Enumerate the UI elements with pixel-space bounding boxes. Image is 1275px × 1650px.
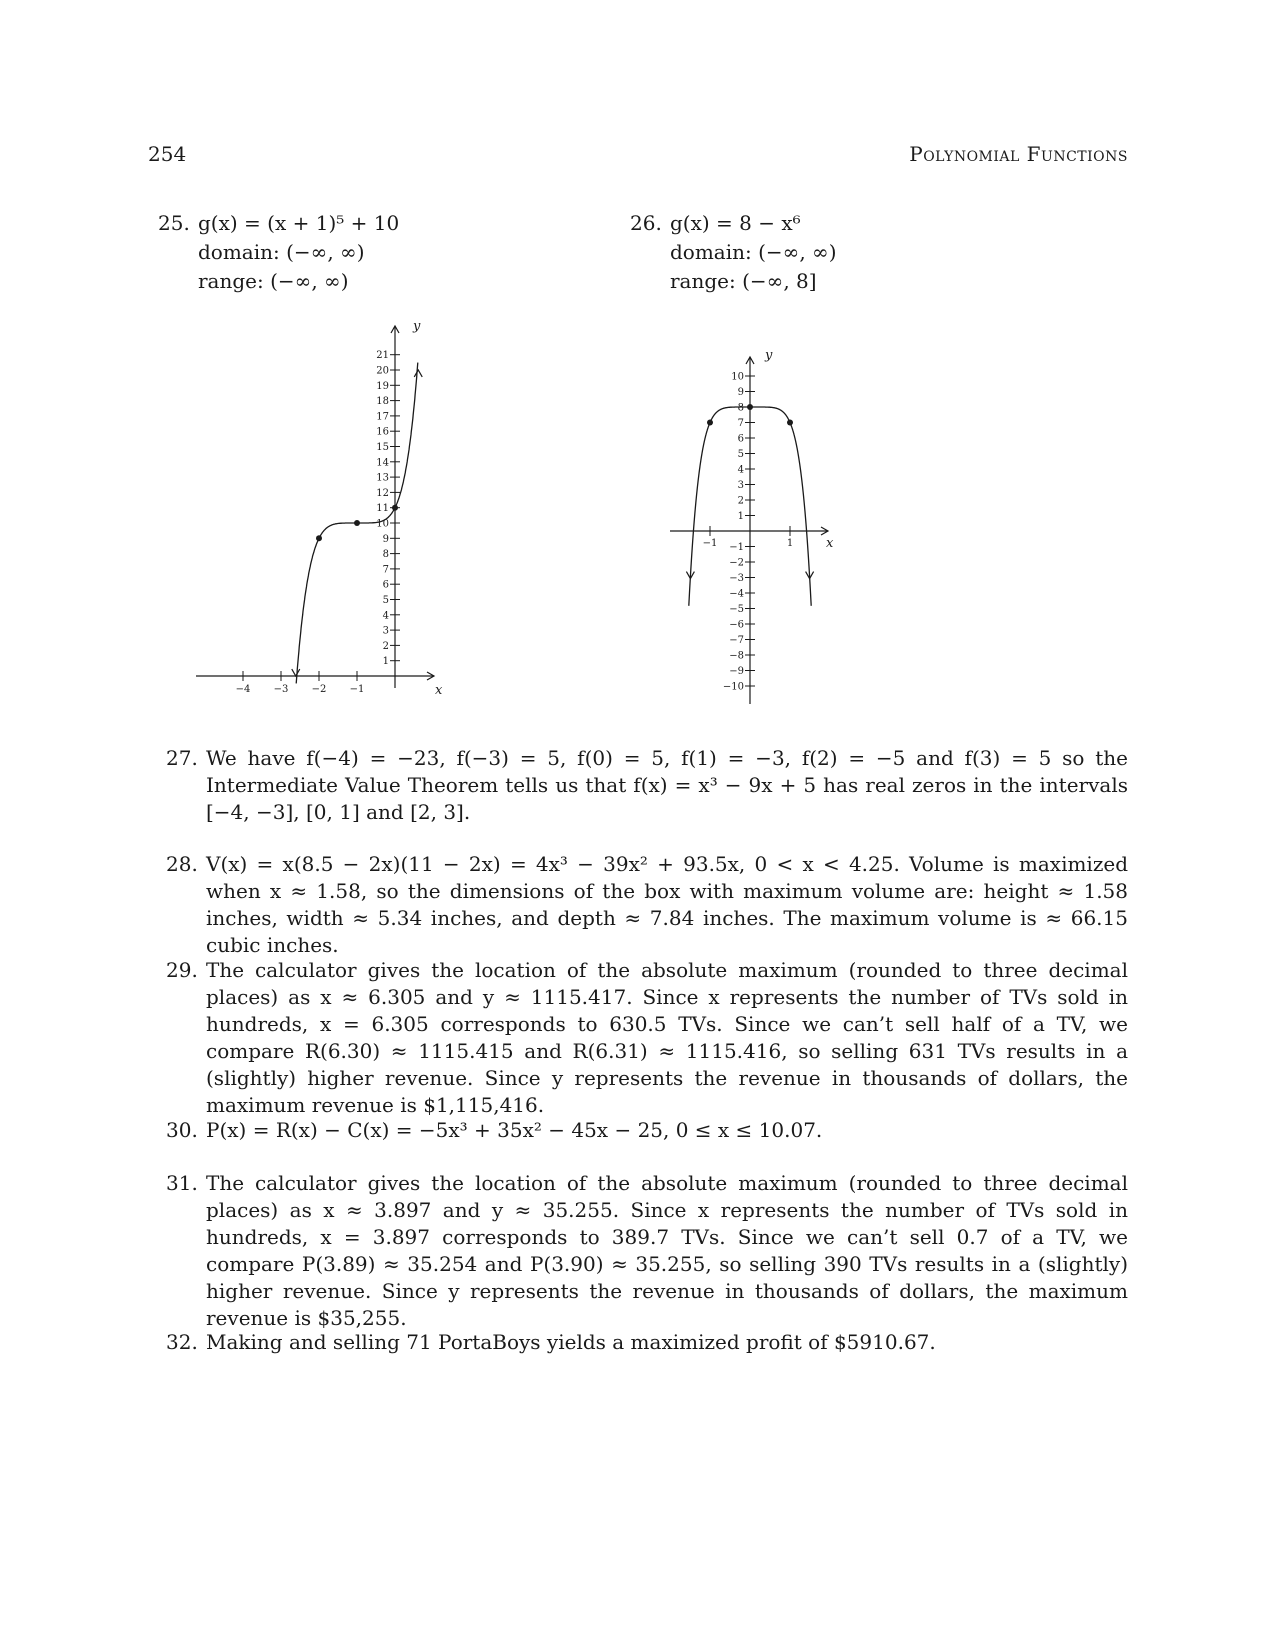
problem-30: [166, 1117, 1128, 1144]
y-tick-label: 13: [376, 472, 389, 484]
problem-text: Making and selling 71 PortaBoys yields a maximized profit of $5910.67.: [206, 1330, 936, 1354]
y-tick-label: 20: [376, 365, 389, 377]
x-tick-label: −1: [702, 538, 718, 549]
y-tick-label: 8: [737, 402, 744, 414]
y-tick-label: 15: [376, 442, 389, 453]
x-tick-label: −2: [311, 684, 327, 695]
data-point: [787, 420, 793, 426]
graph-25-svg: [190, 312, 460, 712]
y-tick-label: 11: [376, 503, 389, 515]
problem-number: 28.: [166, 852, 198, 876]
x-axis-label: x: [435, 683, 443, 698]
y-tick-label: 2: [737, 495, 744, 507]
x-axis-label: x: [826, 536, 834, 551]
problem-25: [158, 209, 578, 299]
data-point: [354, 520, 360, 526]
problem-number: 27.: [166, 746, 198, 770]
function-definition: g(x) = 8 − x⁶: [670, 211, 801, 235]
y-tick-label: 4: [737, 464, 744, 476]
page-header: [148, 142, 1128, 172]
y-tick-label: 3: [382, 625, 389, 637]
graph-26-svg: [660, 340, 850, 710]
data-point: [747, 404, 753, 410]
y-tick-label: 12: [376, 487, 389, 499]
problem-number: 32.: [166, 1330, 198, 1354]
y-tick-label: 21: [376, 350, 389, 362]
graph-26: [660, 340, 850, 710]
data-point: [707, 420, 713, 426]
y-tick-label: 10: [376, 518, 389, 530]
y-tick-label: 1: [382, 656, 389, 668]
y-tick-label: 16: [376, 426, 389, 438]
problem-text: The calculator gives the location of the absolute maximum (rounded to three decimal places) as x ≈ 6.305 and y ≈ 1115.417. Since x represents the number of TVs sold in hundreds, x = 6.305 corresponds to 630.5 TVs. Since we can’t sell half of a TV, we compare R(6.30) ≈ 1115.415 and R(6.31) ≈ 1115.416, so selling 631 TVs results in a (slightly) higher revenue. Since y represents the revenue in thousands of dollars, the maximum revenue is $1,115,416.: [206, 958, 1128, 1117]
y-tick-label: −9: [729, 666, 744, 677]
domain-text: domain: (−∞, ∞): [198, 240, 365, 264]
problem-number: 30.: [166, 1118, 198, 1142]
y-tick-label: −2: [729, 557, 744, 569]
problem-number: 29.: [166, 958, 198, 982]
y-tick-label: 6: [382, 579, 389, 591]
problem-27: [166, 745, 1128, 826]
y-tick-label: −10: [722, 681, 744, 693]
range-text: range: (−∞, 8]: [670, 269, 817, 293]
domain-text: domain: (−∞, ∞): [670, 240, 837, 264]
y-tick-label: 4: [382, 610, 389, 622]
problem-31: [166, 1170, 1128, 1332]
y-tick-label: 10: [731, 371, 744, 383]
problem-29: [166, 957, 1128, 1119]
graph-25: [190, 312, 460, 712]
x-tick-label: −4: [235, 684, 251, 695]
range-text: range: (−∞, ∞): [198, 269, 349, 293]
y-tick-label: −5: [729, 604, 744, 615]
curve-arrow-bottom: [292, 669, 300, 676]
curve-arrow-top: [414, 370, 422, 377]
problem-number: 25.: [158, 211, 190, 235]
y-tick-label: 3: [737, 480, 744, 491]
function-definition: g(x) = (x + 1)⁵ + 10: [198, 211, 400, 235]
y-axis-label: y: [413, 319, 421, 334]
y-tick-label: 8: [382, 549, 389, 561]
y-tick-label: 2: [382, 640, 389, 652]
data-point: [316, 535, 322, 541]
problem-text: We have f(−4) = −23, f(−3) = 5, f(0) = 5, f(1) = −3, f(2) = −5 and f(3) = 5 so the Intermediate Value Theorem tells us that f(x) = x³ − 9x + 5 has real zeros in the intervals [−4, −3], [0, 1] and [2, 3].: [206, 746, 1128, 824]
y-tick-label: 7: [382, 564, 389, 576]
y-tick-label: 5: [382, 595, 389, 606]
problem-number: 31.: [166, 1171, 198, 1195]
x-tick-label: −1: [349, 684, 365, 695]
running-title: Polynomial Functions: [909, 142, 1128, 166]
y-tick-label: 9: [737, 387, 744, 398]
y-tick-label: 14: [376, 457, 389, 469]
y-tick-label: −4: [729, 588, 744, 600]
problem-text: P(x) = R(x) − C(x) = −5x³ + 35x² − 45x − 25, 0 ≤ x ≤ 10.07.: [206, 1118, 823, 1142]
y-tick-label: −6: [729, 619, 744, 631]
data-point: [392, 505, 398, 511]
y-tick-label: 19: [376, 380, 389, 392]
y-tick-label: 5: [737, 449, 744, 460]
y-axis-label: y: [765, 348, 773, 363]
y-tick-label: −3: [729, 573, 744, 584]
y-tick-label: 9: [382, 533, 389, 545]
y-tick-label: 1: [737, 511, 744, 522]
problem-32: [166, 1329, 1128, 1356]
y-tick-label: −7: [729, 635, 744, 646]
problem-text: V(x) = x(8.5 − 2x)(11 − 2x) = 4x³ − 39x² + 93.5x, 0 < x < 4.25. Volume is maximized when x ≈ 1.58, so the dimensions of the box with maximum volume are: height ≈ 1.58 inches, width ≈ 5.34 inches, and depth ≈ 7.84 inches. The maximum volume is ≈ 66.15 cubic inches.: [206, 852, 1128, 957]
problem-28: [166, 851, 1128, 959]
x-tick-label: 1: [786, 538, 794, 549]
x-tick-label: −3: [273, 684, 289, 695]
problem-number: 26.: [630, 211, 662, 235]
problem-text: The calculator gives the location of the absolute maximum (rounded to three decimal places) as x ≈ 3.897 and y ≈ 35.255. Since x represents the number of TVs sold in hundreds, x = 3.897 corresponds to 389.7 TVs. Since we can’t sell 0.7 of a TV, we compare P(3.89) ≈ 35.254 and P(3.90) ≈ 35.255, so selling 390 TVs results in a (slightly) higher revenue. Since y represents the revenue in thousands of dollars, the maximum revenue is $35,255.: [206, 1171, 1128, 1330]
problem-26: [630, 209, 1050, 299]
y-tick-label: 7: [737, 418, 744, 429]
page-number: 254: [148, 142, 187, 166]
y-tick-label: 6: [737, 433, 744, 445]
y-tick-label: −1: [729, 542, 744, 553]
y-tick-label: 17: [376, 411, 389, 423]
y-tick-label: −8: [729, 650, 744, 662]
y-tick-label: 18: [376, 396, 389, 408]
